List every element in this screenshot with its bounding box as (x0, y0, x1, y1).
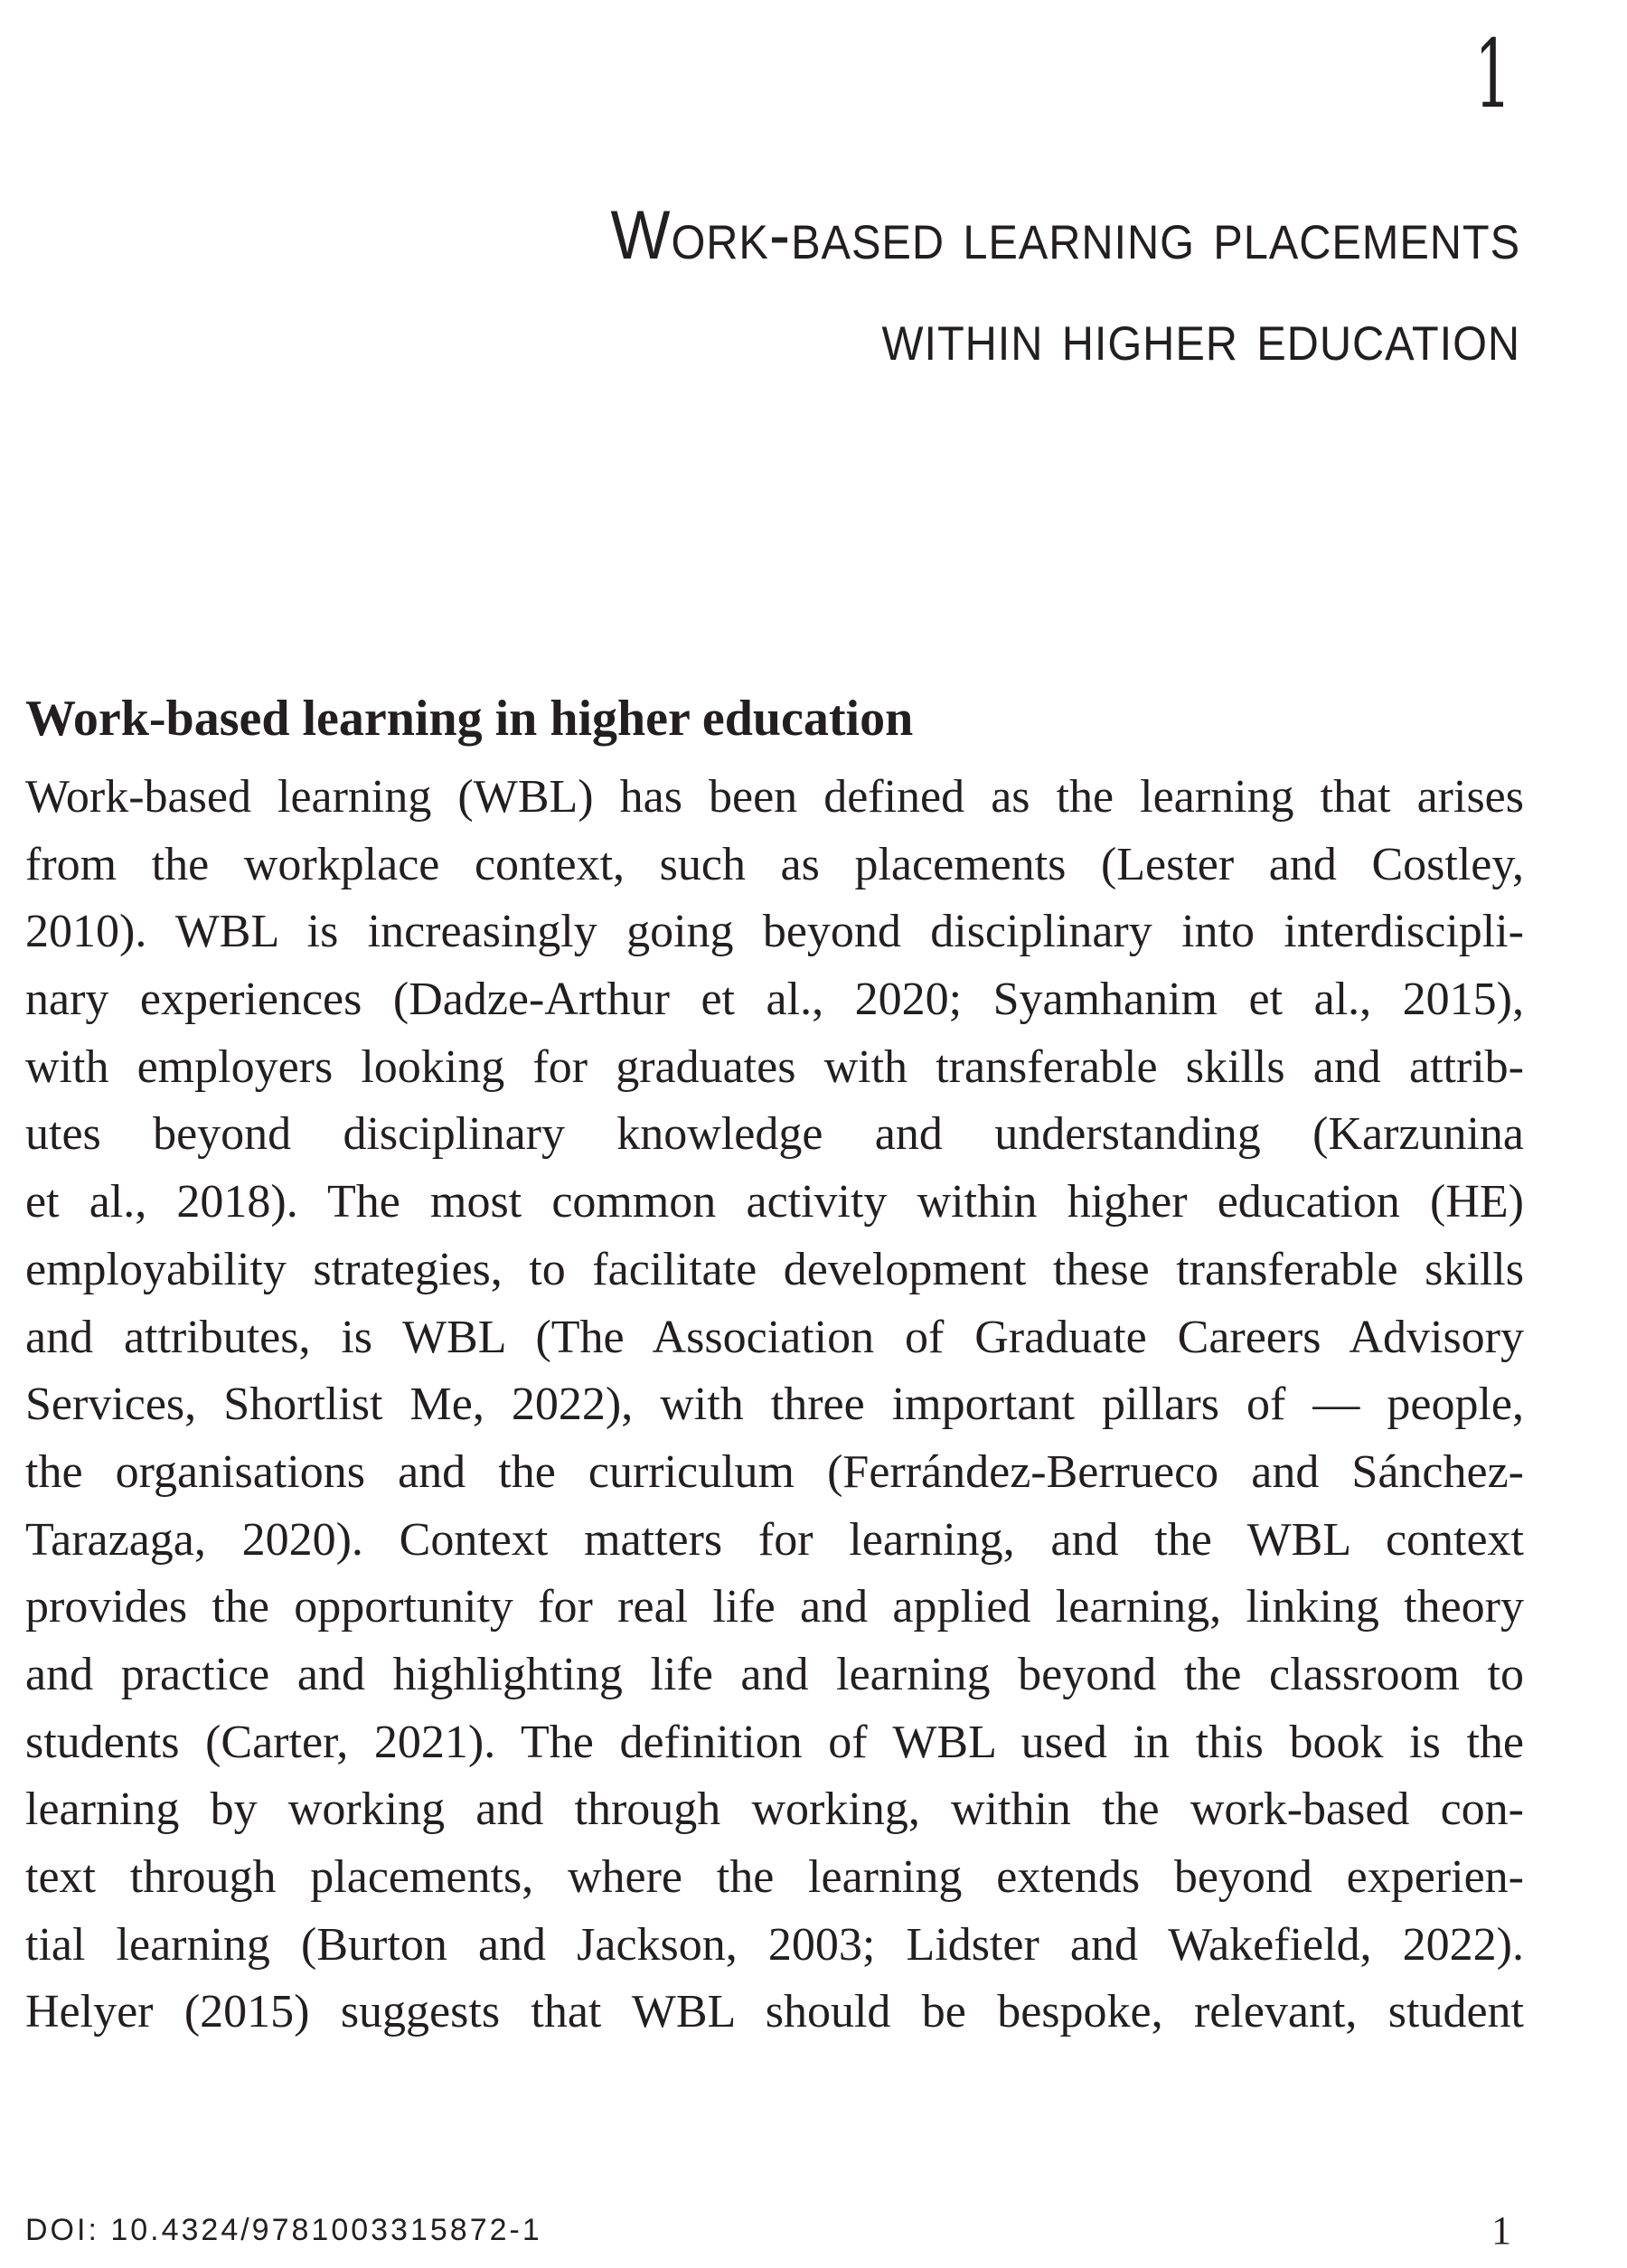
body-line: with employers looking for graduates with transferable skills and attrib- (25, 1040, 1524, 1093)
body-line: nary experiences (Dadze-Arthur et al., 2020; Syamhanim et al., 2015), (25, 974, 1524, 1026)
doi-footer: DOI: 10.4324/9781003315872-1 (25, 2213, 542, 2247)
chapter-title-line: Work-based learning placements (610, 197, 1520, 274)
page-number: 1 (1491, 2208, 1511, 2253)
body-line: Tarazaga, 2020). Context matters for learning, and the WBL context (25, 1513, 1524, 1566)
body-line: employability strategies, to facilitate development these transferable skills (25, 1243, 1524, 1295)
body-paragraph (25, 764, 1524, 2047)
body-line: and practice and highlighting life and learning beyond the classroom to (25, 1648, 1524, 1700)
body-line: Services, Shortlist Me, 2022), with three important pillars of — people, (25, 1379, 1524, 1431)
body-line: provides the opportunity for real life and applied learning, linking theory (25, 1581, 1524, 1633)
body-line: students (Carter, 2021). The definition of WBL used in this book is the (25, 1716, 1524, 1768)
body-line: from the workplace context, such as placements (Lester and Costley, (25, 838, 1524, 890)
chapter-title (610, 185, 1520, 388)
chapter-number: 1 (1473, 19, 1511, 129)
body-line: et al., 2018). The most common activity within higher education (HE) (25, 1176, 1524, 1228)
body-line: Helyer (2015) suggests that WBL should be bespoke, relevant, student (25, 1986, 1524, 2038)
section-heading: Work-based learning in higher education (25, 691, 914, 747)
body-line: Work-based learning (WBL) has been defined as the learning that arises (25, 771, 1524, 823)
body-line: 2010). WBL is increasingly going beyond disciplinary into interdiscipli- (25, 906, 1524, 958)
body-line: and attributes, is WBL (The Association of Graduate Careers Advisory (25, 1311, 1524, 1363)
body-line: the organisations and the curriculum (Ferrández-Berrueco and Sánchez- (25, 1445, 1524, 1498)
body-line: text through placements, where the learning extends beyond experien- (25, 1851, 1524, 1903)
body-line: learning by working and through working, within the work-based con- (25, 1783, 1524, 1836)
chapter-title-line: within higher education (881, 298, 1520, 375)
body-line: utes beyond disciplinary knowledge and understanding (Karzunina (25, 1108, 1524, 1161)
body-line: tial learning (Burton and Jackson, 2003; Lidster and Wakefield, 2022). (25, 1918, 1524, 1971)
